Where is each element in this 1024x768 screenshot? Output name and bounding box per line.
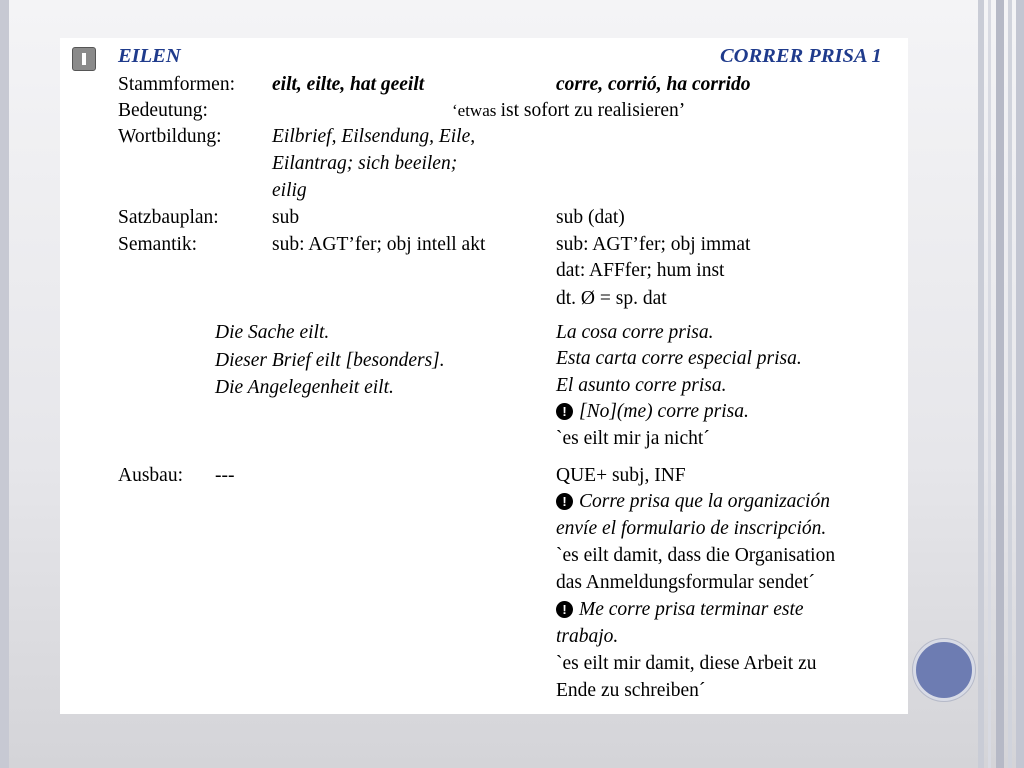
bedeutung-text — [452, 101, 685, 121]
entry-marker-icon — [72, 47, 96, 71]
decor-line — [988, 0, 991, 768]
ausbau-gloss: das Anmeldungsformular sendet´ — [556, 572, 815, 593]
wortbildung-line: eilig — [272, 180, 307, 201]
semantik-es-line: sub: AGT’fer; obj immat — [556, 234, 751, 255]
stammformen-label: Stammformen: — [118, 74, 235, 95]
ausbau-example-text: Me corre prisa terminar este — [579, 599, 804, 620]
ausbau-de: --- — [215, 465, 235, 486]
bedeutung-prefix: ‘etwas — [452, 101, 501, 120]
bedeutung-label: Bedeutung: — [118, 100, 208, 121]
ausbau-example-text: Corre prisa que la organización — [579, 491, 830, 512]
example-es: La cosa corre prisa. — [556, 322, 714, 343]
example-gloss: `es eilt mir ja nicht´ — [556, 428, 710, 449]
example-es-warning-text: [No](me) corre prisa. — [579, 401, 749, 422]
ausbau-example — [556, 492, 830, 512]
bedeutung-meaning: ist sofort zu realisieren’ — [500, 100, 686, 121]
semantik-label: Semantik: — [118, 234, 198, 255]
entry-title-es: CORRER PRISA 1 — [720, 45, 882, 67]
example-de: Die Angelegenheit eilt. — [215, 377, 394, 398]
semantik-es-line: dat: AFFfer; hum inst — [556, 260, 725, 281]
decor-line — [1008, 0, 1012, 768]
ausbau-example-line: trabajo. — [556, 626, 619, 647]
semantik-es-line: dt. Ø = sp. dat — [556, 288, 667, 309]
ausbau-gloss: `es eilt mir damit, diese Arbeit zu — [556, 653, 817, 674]
ausbau-example-line: envíe el formulario de inscripción. — [556, 518, 827, 539]
satzbauplan-label: Satzbauplan: — [118, 207, 219, 228]
ausbau-es-head: QUE+ subj, INF — [556, 465, 686, 486]
satzbauplan-es: sub (dat) — [556, 207, 625, 228]
semantik-de: sub: AGT’fer; obj intell akt — [272, 234, 486, 255]
decor-line — [996, 0, 1004, 768]
example-es-warning — [556, 402, 749, 422]
decor-line — [0, 0, 9, 768]
wortbildung-line: Eilantrag; sich beeilen; — [272, 153, 458, 174]
decor-line — [978, 0, 984, 768]
stammformen-de: eilt, eilte, hat geeilt — [272, 74, 425, 95]
decor-line — [1016, 0, 1024, 768]
ausbau-label: Ausbau: — [118, 465, 183, 486]
wortbildung-line: Eilbrief, Eilsendung, Eile, — [272, 126, 476, 147]
example-es: El asunto corre prisa. — [556, 375, 727, 396]
ausbau-gloss: Ende zu schreiben´ — [556, 680, 706, 701]
warning-icon: ! — [556, 403, 573, 420]
wortbildung-label: Wortbildung: — [118, 126, 222, 147]
example-de: Dieser Brief eilt [besonders]. — [215, 350, 445, 371]
example-de: Die Sache eilt. — [215, 322, 330, 343]
entry-title-de: EILEN — [118, 45, 181, 67]
warning-icon: ! — [556, 601, 573, 618]
example-es: Esta carta corre especial prisa. — [556, 348, 802, 369]
ausbau-example — [556, 600, 804, 620]
stammformen-es: corre, corrió, ha corrido — [556, 74, 751, 95]
warning-icon: ! — [556, 493, 573, 510]
slide-nav-circle-button[interactable] — [913, 639, 975, 701]
ausbau-gloss: `es eilt damit, dass die Organisation — [556, 545, 836, 566]
satzbauplan-de: sub — [272, 207, 300, 228]
dictionary-entry — [60, 38, 908, 714]
